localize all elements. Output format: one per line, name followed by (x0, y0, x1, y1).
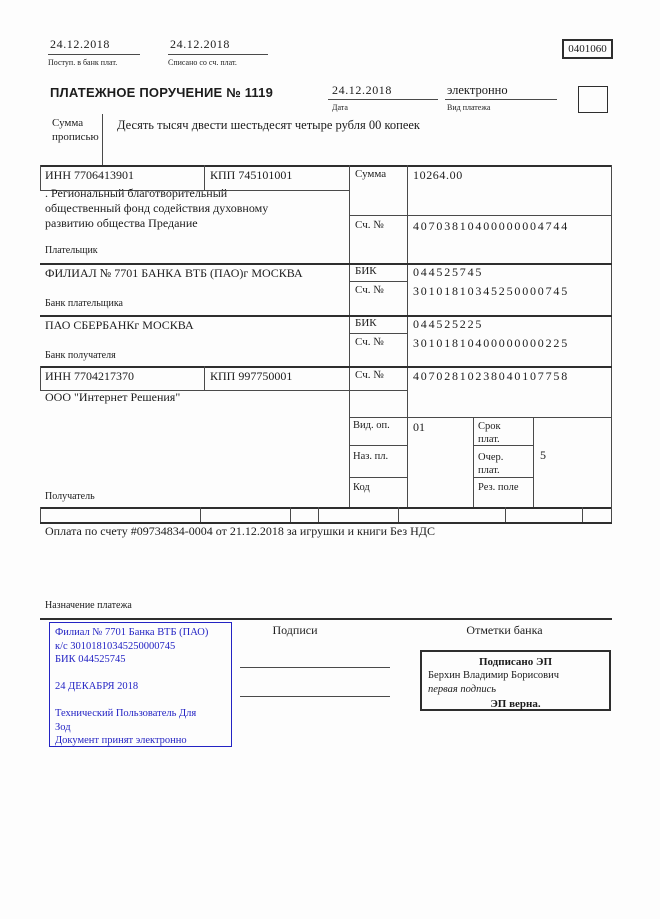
line (40, 263, 612, 265)
bank-stamp-line: БИК 044525745 (55, 654, 126, 665)
esign-valid: ЭП верна. (490, 698, 541, 710)
line (349, 445, 407, 446)
payee-bank-section-label: Банк получателя (45, 350, 116, 361)
line (40, 507, 41, 522)
bank-stamp-line: Технический Пользователь Для (55, 708, 197, 719)
payee-bank-account-label: Сч. № (355, 336, 384, 348)
due-date-label: Срок плат. (478, 421, 501, 445)
payee-section-label: Получатель (45, 491, 95, 502)
received-date-label: Поступ. в банк плат. (48, 58, 118, 67)
payer-bank-account: 30101810345250000745 (413, 284, 569, 298)
payer-account: 40703810400000004744 (413, 219, 569, 233)
payer-bank-account-label: Сч. № (355, 284, 384, 296)
payer-account-label: Сч. № (355, 219, 384, 231)
line (505, 507, 506, 522)
line (349, 281, 407, 282)
bank-stamp-line: Филиал № 7701 Банка ВТБ (ПАО) (55, 627, 209, 638)
signature-line (240, 696, 390, 697)
form-code-box: 0401060 (562, 39, 613, 59)
line (290, 507, 291, 522)
priority-label: Очер. плат. (478, 452, 504, 476)
code-label: Код (353, 482, 370, 493)
payer-name-line: общественный фонд содействия духовному (45, 201, 269, 215)
line (533, 417, 534, 507)
line (40, 507, 612, 509)
line (40, 165, 41, 190)
bank-stamp-line: 24 ДЕКАБРЯ 2018 (55, 681, 139, 692)
payer-bank-name: ФИЛИАЛ № 7701 БАНКА ВТБ (ПАО)г МОСКВА (45, 266, 303, 280)
esign-signer: Берхин Владимир Борисович (428, 670, 559, 681)
received-date: 24.12.2018 (50, 37, 110, 51)
op-kind-label: Вид. оп. (353, 420, 390, 431)
payer-name-line: развитию общества Предание (45, 216, 198, 230)
line (445, 99, 557, 100)
reserve-field-label: Рез. поле (478, 482, 519, 493)
line (349, 165, 350, 507)
document-title: ПЛАТЕЖНОЕ ПОРУЧЕНИЕ № 1119 (50, 85, 274, 100)
status-field-box (578, 86, 608, 113)
line (473, 477, 533, 478)
bank-stamp-line: к/с 30101810345250000745 (55, 640, 176, 652)
line (582, 507, 583, 522)
esign-stamp (420, 650, 611, 711)
line (349, 417, 611, 418)
payee-bank-name: ПАО СБЕРБАНКг МОСКВА (45, 318, 194, 332)
esign-kind: первая подпись (428, 684, 497, 695)
line (40, 366, 612, 368)
amount-label: Сумма (355, 168, 387, 180)
line (40, 315, 612, 317)
payee-name: ООО "Интернет Решения" (45, 390, 181, 404)
line (349, 477, 407, 478)
line (328, 99, 438, 100)
payee-account-label: Сч. № (355, 369, 384, 381)
line (349, 215, 611, 216)
amount-words-value: Десять тысяч двести шестьдесят четыре рубля 00 копеек (117, 118, 420, 132)
payer-inn: ИНН 7706413901 (45, 168, 134, 182)
line (611, 507, 612, 522)
priority-value: 5 (540, 448, 546, 462)
line (611, 165, 612, 507)
line (40, 618, 612, 620)
payment-kind: электронно (447, 83, 508, 97)
payee-bank-account: 30101810400000000225 (413, 336, 569, 350)
line (102, 114, 103, 166)
line (398, 507, 399, 522)
doc-date-label: Дата (332, 103, 348, 112)
signature-line (240, 667, 390, 668)
amount-value: 10264.00 (413, 168, 463, 182)
payee-kpp: КПП 997750001 (210, 369, 293, 383)
bank-marks-label: Отметки банка (466, 623, 543, 637)
line (473, 417, 474, 507)
payer-bank-bik-label: БИК (355, 265, 377, 277)
payment-purpose-text: Оплата по счету #09734834-0004 от 21.12.2018 за игрушки и книги Без НДС (45, 524, 435, 538)
bank-stamp-line: Зод (55, 721, 71, 733)
payer-bank-bik: 044525745 (413, 265, 484, 279)
payee-bank-bik-label: БИК (355, 317, 377, 329)
line (168, 54, 268, 55)
payment-kind-label: Вид платежа (447, 103, 491, 112)
line (40, 366, 41, 390)
doc-date: 24.12.2018 (332, 83, 392, 97)
amount-words-label: Сумма прописью (52, 117, 99, 143)
line (200, 507, 201, 522)
payee-bank-bik: 044525225 (413, 317, 484, 331)
purpose-code-label: Наз. пл. (353, 451, 389, 462)
line (48, 54, 140, 55)
line (318, 507, 319, 522)
line (40, 165, 612, 167)
payer-section-label: Плательщик (45, 245, 98, 256)
payment-purpose-label: Назначение платежа (45, 600, 132, 611)
payer-bank-section-label: Банк плательщика (45, 298, 123, 309)
payer-kpp: КПП 745101001 (210, 168, 293, 182)
esign-title: Подписано ЭП (478, 656, 553, 668)
op-kind-value: 01 (413, 420, 425, 434)
bank-stamp (49, 622, 232, 747)
payee-inn: ИНН 7704217370 (45, 369, 134, 383)
bank-stamp-line (55, 667, 229, 681)
payee-account: 40702810238040107758 (413, 369, 569, 383)
payer-name-line: . Региональный благотворительный (45, 186, 228, 200)
bank-stamp-line (55, 694, 229, 708)
line (407, 165, 408, 507)
debited-date-label: Списано со сч. плат. (168, 58, 237, 67)
line (204, 366, 205, 390)
signatures-label: Подписи (272, 623, 318, 637)
bank-stamp-line: Документ принят электронно (55, 735, 187, 746)
line (349, 333, 407, 334)
debited-date: 24.12.2018 (170, 37, 230, 51)
